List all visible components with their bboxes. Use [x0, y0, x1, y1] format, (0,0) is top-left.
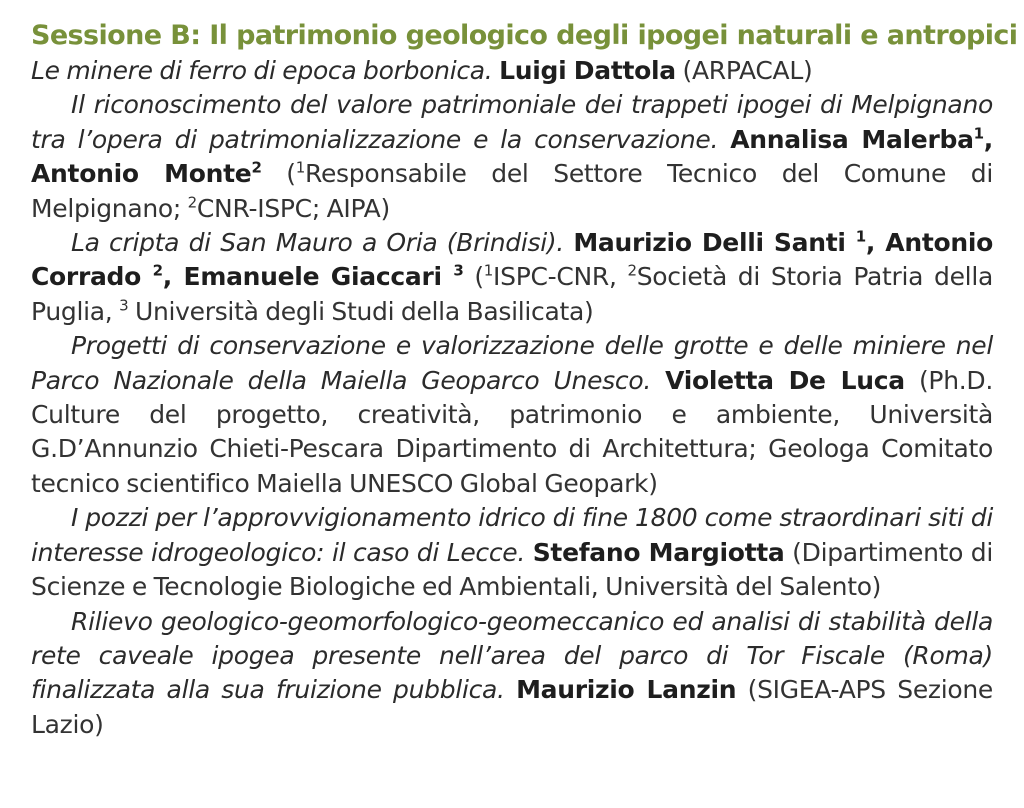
- author-separator: ,: [162, 262, 184, 292]
- affiliation-ref: 1: [295, 158, 305, 177]
- affiliation-text: (: [474, 262, 484, 292]
- talk-title: La cripta di San Mauro a Oria (Brindisi).: [71, 228, 564, 258]
- affiliation-text: ISPC-CNR,: [493, 262, 628, 292]
- talk-title: I pozzi per l’approvvigionamento idrico di fine 1800 come straordinari siti di interesse idrogeologico: il caso di Lecce.: [31, 503, 993, 567]
- talk-authors: Violetta De Luca: [665, 365, 905, 395]
- author-affiliation-ref: 3: [453, 262, 464, 281]
- author-affiliation-ref: 2: [152, 262, 163, 281]
- talk-title: Rilievo geologico-geomorfologico-geomeccanico ed analisi di stabilità della rete caveale ipogea presente nell’area del parco di Tor Fiscale (Roma) finalizzata alla sua fruizione pubblica.: [31, 606, 993, 705]
- talk-affiliation: (Ph.D. Culture del progetto, creatività, patrimonio e ambiente, Università G.D’Annunzio Chieti-Pescara Dipartimento di Architettura; Geologa Comitato tecnico scientifico Maiella UNESCO Global Geopark): [31, 365, 993, 498]
- program-entry: [31, 88, 993, 226]
- program-entry: [31, 605, 993, 743]
- author-name: Maurizio Delli Santi: [573, 228, 856, 258]
- author-affiliation-ref: 1: [855, 227, 866, 246]
- author-separator: ,: [983, 124, 993, 154]
- affiliation-text: (: [286, 159, 296, 189]
- affiliation-ref: 3: [119, 296, 129, 315]
- program-entry: [31, 226, 993, 329]
- talk-affiliation: (Dipartimento di Scienze e Tecnologie Biologiche ed Ambientali, Università del Salento): [31, 537, 994, 602]
- affiliation-ref: 2: [187, 193, 197, 212]
- talk-title: Il riconoscimento del valore patrimoniale dei trappeti ipogei di Melpignano tra l’opera di patrimonializzazione e la conservazione.: [31, 90, 993, 154]
- talk-authors: Maurizio Lanzin: [516, 675, 737, 705]
- affiliation-text: Responsabile del Settore Tecnico del Comune di Melpignano;: [31, 159, 993, 223]
- affiliation-text: Università degli Studi della Basilicata): [128, 296, 594, 326]
- program-entry: [31, 54, 993, 88]
- author-separator: ,: [865, 228, 886, 258]
- program-entry: [31, 501, 993, 604]
- author-name: Antonio Corrado: [31, 228, 993, 292]
- author-name: Annalisa Malerba: [730, 124, 974, 154]
- author-affiliation-ref: 1: [973, 124, 984, 143]
- author-affiliation-ref: 2: [251, 158, 262, 177]
- talk-title: Le minere di ferro di epoca borbonica.: [31, 56, 493, 85]
- author-name: Emanuele Giaccari: [183, 262, 454, 292]
- talk-affiliation: (SIGEA-APS Sezione Lazio): [31, 675, 993, 739]
- talk-affiliation: (ARPACAL): [682, 56, 813, 85]
- talk-authors: Luigi Dattola: [499, 56, 676, 85]
- affiliation-text: Società di Storia Patria della Puglia,: [31, 262, 993, 326]
- program-entry: [31, 329, 993, 501]
- affiliation-ref: 2: [627, 262, 637, 281]
- session-title: Sessione B: Il patrimonio geologico degli ipogei naturali e antropici: [31, 20, 1018, 51]
- author-name: Antonio Monte: [31, 159, 252, 189]
- affiliation-text: CNR-ISPC; AIPA): [196, 193, 390, 223]
- talk-authors: Stefano Margiotta: [532, 537, 785, 567]
- talk-title: Progetti di conservazione e valorizzazione delle grotte e delle miniere nel Parco Nazionale della Maiella Geoparco Unesco.: [31, 331, 993, 395]
- affiliation-ref: 1: [483, 262, 494, 281]
